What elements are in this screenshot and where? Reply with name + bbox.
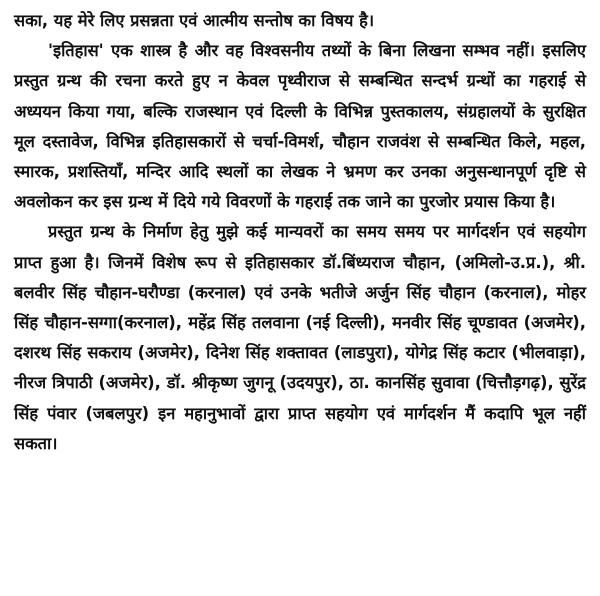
paragraph-history: 'इतिहास' एक शास्त्र है और वह विश्वसनीय तथ्यों के बिना लिखना सम्भव नहीं। इसलिए प्रस्तुत ग्रन्थ की रचना करते हुए न केवल पृथ्वीराज से सम्बन्धित सन्दर्भ ग्रन्थों का गहराई से अध्ययन किया गया, बल्कि राजस्थान एवं दिल्ली के विभिन्न पुस्तकालय, संग्रहालयों के सुरक्षित मूल दस्तावेज, विभिन्न इतिहासकारों से चर्चा-विमर्श, चौहान राजवंश से सम्बन्धित किले, महल, स्मारक, प्रशस्तियाँ, मन्दिर आदि स्थलों का लेखक ने भ्रमण कर उनका अनुसन्धानपूर्ण दृष्टि से अवलोकन कर इस ग्रन्थ में दिये गये विवरणों के गहराई तक जाने का पुरजोर प्रयास किया है। <box>14 41 586 212</box>
paragraph-continuation: सका, यह मेरे लिए प्रसन्नता एवं आत्मीय सन्तोष का विषय है। <box>14 11 375 30</box>
document-page <box>14 6 586 459</box>
paragraph-acknowledgements: प्रस्तुत ग्रन्थ के निर्माण हेतु मुझे कई मान्यवरों का समय समय पर मार्गदर्शन एवं सहयोग प्राप्त हुआ है। जिनमें विशेष रूप से इतिहासकार डॉ.बिंध्यराज चौहान, (अमिलो-उ.प्र.), श्री. बलवीर सिंह चौहान-घरौण्डा (करनाल) एवं उनके भतीजे अर्जुन सिंह चौहान (करनाल), मोहर सिंह चौहान-सग्गा(करनाल), महेंद्र सिंह तलवाना (नई दिल्ली), मनवीर सिंह चूण्डावत (अजमेर), दशरथ सिंह सकराय (अजमेर), दिनेश सिंह शक्तावत (लाडपुरा), योगेद्र सिंह कटार (भीलवाड़ा), नीरज त्रिपाठी (अजमेर), डॉ. श्रीकृष्ण जुगनू (उदयपुर), ठा. कानसिंह सुवावा (चित्तौड़गढ़), सुरेंद्र सिंह पंवार (जबलपुर) इन महानुभावों द्वारा प्राप्त सहयोग एवं मार्गदर्शन मैं कदापि भूल नहीं सकता। <box>14 222 586 453</box>
